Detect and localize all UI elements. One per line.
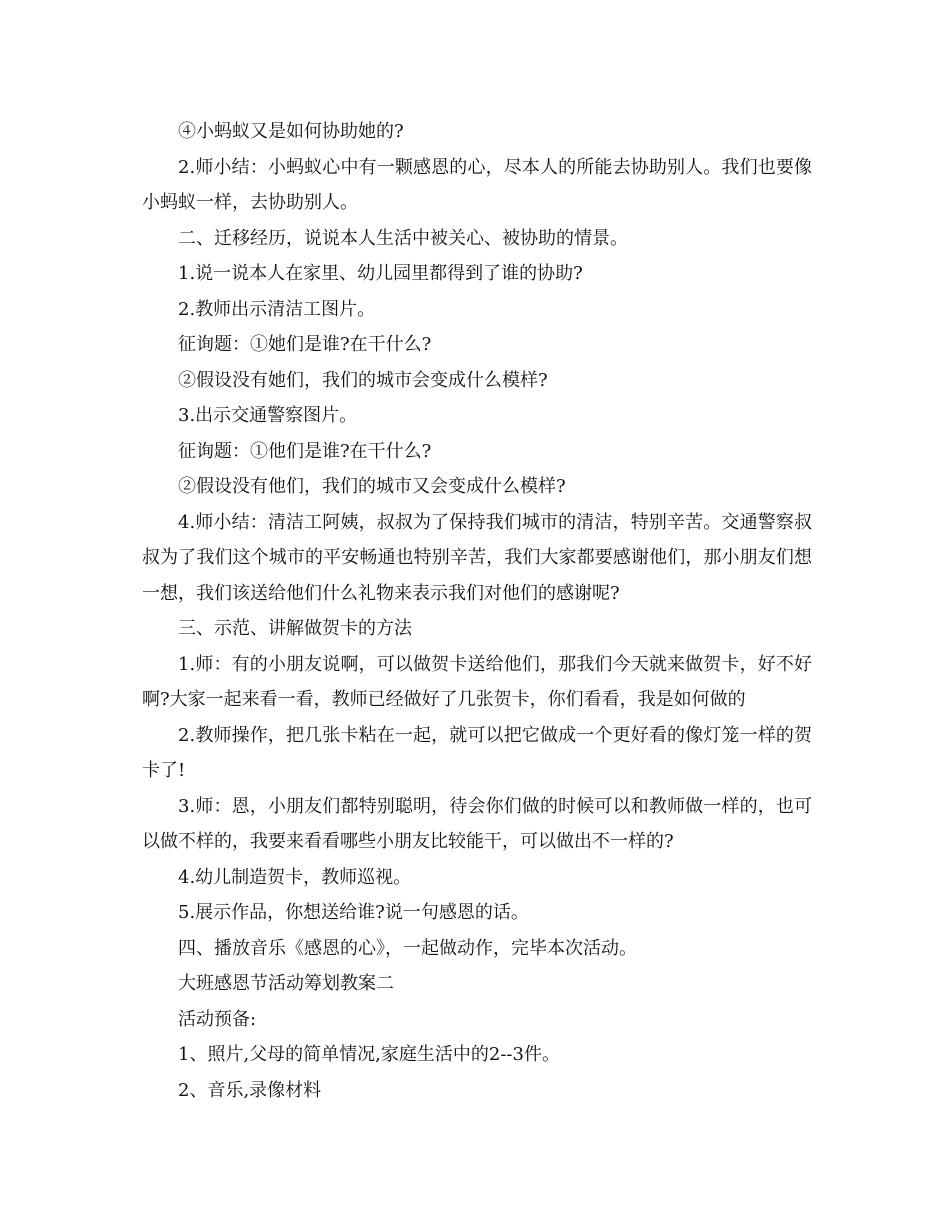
- paragraph: 征询题：①他们是谁?在干什么?: [178, 440, 432, 462]
- document-subtitle: 大班感恩节活动筹划教案二: [178, 973, 394, 994]
- paragraph: 2.教师出示清洁工图片。: [178, 298, 376, 320]
- section-heading: 二、迁移经历，说说本人生活中被关心、被协助的情景。: [178, 227, 628, 249]
- paragraph: 征询题：①她们是谁?在干什么?: [178, 334, 432, 355]
- paragraph: 4.幼儿制造贺卡，教师巡视。: [178, 866, 412, 888]
- paragraph: 活动预备:: [178, 1008, 257, 1030]
- document-body: [142, 114, 812, 1108]
- paragraph: ②假设没有她们，我们的城市会变成什么模样?: [178, 369, 548, 391]
- paragraph: ④小蚂蚁又是如何协助她的?: [178, 121, 404, 142]
- paragraph: 3.出示交通警察图片。: [178, 405, 358, 426]
- paragraph: 4.师小结：清洁工阿姨，叔叔为了保持我们城市的清洁，特别辛苦。交通警察叔叔为了我们这个城市的平安畅通也特别辛苦，我们大家都要感谢他们，那小朋友们想一想，我们该送给他们什么礼物来表示我们对他们的感谢呢?: [142, 511, 812, 604]
- paragraph: 1.师：有的小朋友说啊，可以做贺卡送给他们，那我们今天就来做贺卡，好不好啊?大家一起来看一看，教师已经做好了几张贺卡，你们看看，我是如何做的: [142, 653, 812, 710]
- section-heading: 四、播放音乐《感恩的心》，一起做动作，完毕本次活动。: [178, 937, 637, 959]
- paragraph: 1.说一说本人在家里、幼儿园里都得到了谁的协助?: [178, 263, 583, 284]
- paragraph: 2.师小结：小蚂蚁心中有一颗感恩的心，尽本人的所能去协助别人。我们也要像小蚂蚁一样，去协助别人。: [142, 156, 812, 213]
- paragraph: ②假设没有他们，我们的城市又会变成什么模样?: [178, 476, 566, 497]
- section-heading: 三、示范、讲解做贺卡的方法: [178, 618, 412, 639]
- paragraph: 3.师：恩，小朋友们都特别聪明，待会你们做的时候可以和教师做一样的，也可以做不样的，我要来看看哪些小朋友比较能干，可以做出不一样的?: [142, 795, 812, 852]
- paragraph: 1、照片,父母的简单情况,家庭生活中的2--3件。: [178, 1044, 560, 1065]
- paragraph: 2.教师操作，把几张卡粘在一起，就可以把它做成一个更好看的像灯笼一样的贺卡了!: [142, 724, 812, 781]
- paragraph: 2、音乐,录像材料: [178, 1079, 322, 1101]
- paragraph: 5.展示作品，你想送给谁?说一句感恩的话。: [178, 902, 529, 923]
